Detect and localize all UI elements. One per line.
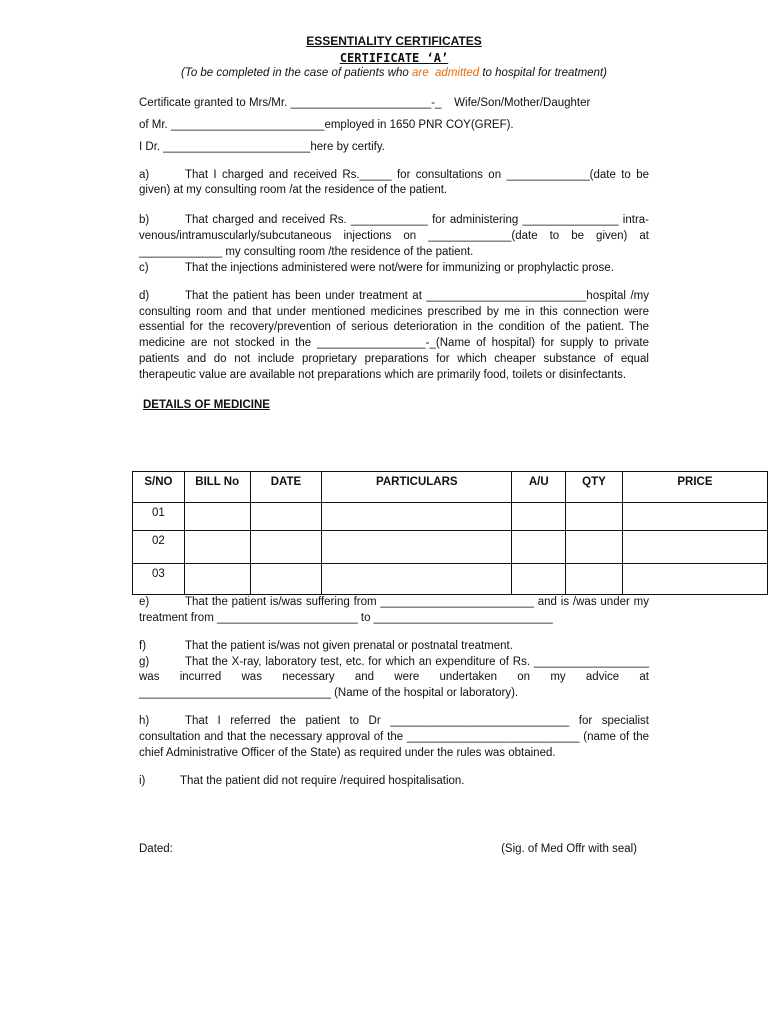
item-h-label: h) — [139, 715, 150, 728]
item-h-text: That I referred the patient to Dr ____________________________ for specialist consultation and that the necessary approval of the ___________________________ (name of the chief Administrative Officer of the State) as required under the rules was obtained. — [139, 715, 649, 759]
item-a-label: a) — [139, 168, 150, 181]
row-sno: 01 — [133, 503, 185, 531]
note-are: are — [412, 67, 429, 80]
document-title: ESSENTIALITY CERTIFICATES — [306, 34, 482, 48]
item-g-text: That the X-ray, laboratory test, etc. for which an expenditure of Rs. __________________ was incurred was necessary and were undertaken on my advice at ______________________________ (Name of the hospital or laboratory). — [139, 655, 649, 700]
cell-qty[interactable] — [566, 564, 623, 595]
table-row — [133, 503, 768, 531]
col-header-particulars: PARTICULARS — [322, 472, 512, 503]
cell-price[interactable] — [622, 503, 767, 531]
table-row — [133, 531, 768, 564]
col-header-au: A/U — [512, 472, 566, 503]
footer — [139, 842, 649, 858]
intro-line-1: Certificate granted to Mrs/Mr. ______________________-_ Wife/Son/Mother/Daughter — [139, 96, 591, 109]
cell-particulars[interactable] — [322, 531, 512, 564]
certificate-lower — [139, 595, 649, 857]
item-f-label: f) — [139, 639, 147, 652]
intro-line-3: I Dr. _______________________here by certify. — [139, 140, 385, 153]
item-e-text: That the patient is/was suffering from ________________________ and is /was under my treatment from ______________________ to ____________________________ — [139, 596, 649, 624]
item-i-label: i) — [139, 774, 146, 787]
item-b-text: That charged and received Rs. ____________ for administering _______________ intra-venous/intramuscularly/subcutaneous injections on _____________(date to be given) at _____________ my consulting room /the residence of the patient. — [139, 214, 649, 258]
col-header-sno: S/NO — [133, 472, 185, 503]
cell-price[interactable] — [622, 564, 767, 595]
cell-bill[interactable] — [184, 531, 250, 564]
col-header-price: PRICE — [622, 472, 767, 503]
note-open-paren: ( — [181, 67, 185, 80]
table-header-row — [133, 472, 768, 503]
row-sno: 02 — [133, 531, 185, 564]
col-header-qty: QTY — [566, 472, 623, 503]
cell-qty[interactable] — [566, 531, 623, 564]
row-sno: 03 — [133, 564, 185, 595]
medicine-heading: DETAILS OF MEDICINE — [143, 398, 270, 411]
certificate-page — [139, 33, 649, 414]
item-i-text: That the patient did not require /required hospitalisation. — [180, 774, 465, 787]
item-g-label: g) — [139, 655, 150, 668]
item-e — [139, 595, 649, 627]
col-header-bill: BILL No — [184, 472, 250, 503]
item-c-label: c) — [139, 261, 149, 274]
table-row — [133, 564, 768, 595]
item-i — [139, 774, 649, 790]
cell-date[interactable] — [250, 531, 322, 564]
certificate-subtitle: CERTIFICATE ‘A’ — [339, 50, 449, 65]
item-d-text: That the patient has been under treatment at _________________________hospital /my consulting room and that under mentioned medicines prescribed by me in this connection were essential for the recovery/prevention of serious deterioration in the condition of the patient. The medicine are not stocked in the _________________-_(Name of hospital) for supply to private patients and do not include proprietary preparations for which cheaper substance of equal therapeutic value are available not preparations which are primarily food, toilets or disinfectants. — [139, 289, 649, 381]
cell-bill[interactable] — [184, 564, 250, 595]
cell-date[interactable] — [250, 564, 322, 595]
item-a — [139, 168, 649, 200]
intro-line-2: of Mr. ________________________employed in 1650 PNR COY(GREF). — [139, 118, 514, 131]
item-f-text: That the patient is/was not given prenatal or postnatal treatment. — [185, 639, 513, 652]
cell-au[interactable] — [512, 531, 566, 564]
item-h — [139, 714, 649, 762]
item-a-text: That I charged and received Rs._____ for consultations on _____________(date to be given) at my consulting room /at the residence of the patient. — [139, 168, 649, 197]
cell-particulars[interactable] — [322, 503, 512, 531]
note-part1: To be completed in the case of patients who — [184, 67, 413, 80]
item-b — [139, 213, 649, 261]
cell-bill[interactable] — [184, 503, 250, 531]
item-g — [139, 655, 649, 703]
item-d — [139, 289, 649, 384]
col-header-date: DATE — [250, 472, 322, 503]
medicine-table — [132, 471, 768, 595]
note-part2: to hospital for treatment) — [479, 67, 607, 80]
item-d-label: d) — [139, 289, 150, 302]
item-b-label: b) — [139, 214, 150, 227]
signature-label: (Sig. of Med Offr with seal) — [501, 842, 637, 855]
item-c-text: That the injections administered were not/were for immunizing or prophylactic prose. — [185, 261, 614, 274]
cell-date[interactable] — [250, 503, 322, 531]
dated-label: Dated: — [139, 842, 173, 855]
item-c — [139, 261, 649, 277]
cell-qty[interactable] — [566, 503, 623, 531]
cell-price[interactable] — [622, 531, 767, 564]
cell-particulars[interactable] — [322, 564, 512, 595]
cell-au[interactable] — [512, 503, 566, 531]
item-e-label: e) — [139, 596, 150, 608]
note-admitted: admitted — [435, 67, 480, 80]
item-f — [139, 639, 649, 655]
instruction-note — [139, 66, 649, 82]
header — [139, 33, 649, 82]
cell-au[interactable] — [512, 564, 566, 595]
